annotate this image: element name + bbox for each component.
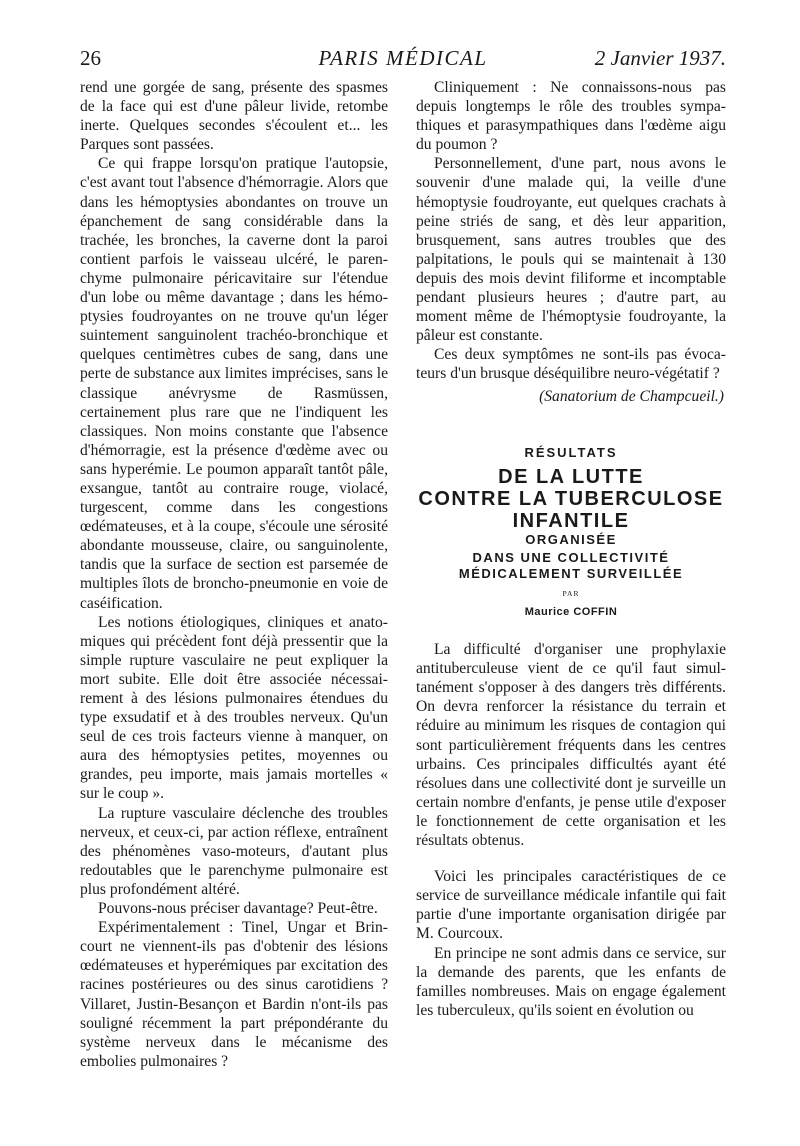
- title-line: DE LA LUTTE: [498, 465, 644, 488]
- subtitle-line: MÉDICALEMENT SURVEILLÉE: [458, 565, 684, 581]
- left-column: [80, 78, 388, 1071]
- paragraph: rend une gorgée de sang, présente des spasmes de la face qui est d'une pâleur livide, retombe inerte. Quelques secondes s'écoulent et... les Parques sont passées.: [80, 79, 388, 154]
- paragraph: Voici les principales caractéristiques de ce service de surveillance médicale infantile qui fait partie d'une importante organisation dirigée par M. Courcoux.: [416, 868, 726, 943]
- running-header: [80, 46, 726, 76]
- subtitle-line: DANS UNE COLLECTIVITÉ: [472, 549, 670, 565]
- paragraph: La rupture vasculaire déclenche des troubles nerveux, et ceux-ci, par action réflexe, entraînent des phénomènes vaso-moteurs, d'autant plus redoutables que le parenchyme pulmonaire est plus profondément altéré.: [80, 804, 388, 898]
- title-kicker: RÉSULTATS: [524, 444, 618, 460]
- issue-date: 2 Janvier 1937.: [594, 46, 726, 70]
- paragraph: Les notions étiologiques, cliniques et anatomiques qui précèdent font déjà pressentir que la simple rupture vasculaire ne peut expliquer la mort subite. Elle doit être associée nécessairement à des lésions pulmonaires étendues du type exsudatif et à des troubles nerveux. Qu'un seul de ces trois facteurs vienne à manquer, on aura des hémoptysies petites, moyennes ou grandes, peu importe, mais jamais mortelles « sur le coup ».: [80, 613, 388, 803]
- journal-title: PARIS MÉDICAL: [318, 46, 488, 70]
- right-column: [416, 78, 726, 1020]
- article-signature: (Sanatorium de Champcueil.): [539, 387, 724, 405]
- paragraph: Expérimentalement : Tinel, Ungar et Brincourt ne viennent-ils pas d'obtenir des lésions œdémateuses et hyperémiques par excitation des racines postérieures ou des sinus carotidiens ? Villaret, Justin-Besançon et Bardin n'ont-ils pas souligné récemment la part prépondérante du système nerveux dans le mécanisme des embolies pulmonaires ?: [80, 919, 388, 1070]
- page-number: 26: [80, 46, 101, 70]
- author-name: Maurice COFFIN: [524, 606, 618, 619]
- paragraph: Personnellement, d'une part, nous avons le souvenir d'une malade qui, la veille d'une hémoptysie foudroyante, eut quelques crachats à peine striés de sang, et dès leur apparition, brusquement, sans autres troubles que des palpitations, le pouls qui se maintenait à 130 depuis des mois devint filiforme et incomptable pendant plusieurs heures ; d'autre part, au moment même de l'hémoptysie foudroyante, la pâleur est constante.: [416, 155, 726, 345]
- title-line: CONTRE LA TUBERCULOSE: [418, 487, 724, 510]
- byline-par: PAR: [562, 588, 580, 598]
- article-title-block: [416, 446, 726, 619]
- paragraph: La difficulté d'organiser une prophylaxie antituberculeuse vient de ce qu'il faut simultanément s'opposer à des dangers très différents. On devra renforcer la résistance du terrain et réduire au minimum les risques de contagion qui sont particulièrement fréquents dans les centres urbains. Ces principales difficultés ayant été résolues dans une collectivité dont je surveille un certain nombre d'enfants, je pense utile d'exposer le fonctionnement de cette organisation et les résultats obtenus.: [416, 641, 726, 850]
- paragraph: Cliniquement : Ne connaissons-nous pas depuis longtemps le rôle des troubles sympathiques et parasympathiques dans l'œdème aigu du poumon ?: [416, 79, 726, 154]
- paragraph: En principe ne sont admis dans ce service, sur la demande des parents, que les enfants de familles nombreuses. Mais on engage également les tuberculeux, qu'ils soient en évolution ou: [416, 944, 726, 1019]
- subtitle-line: ORGANISÉE: [525, 531, 617, 547]
- paragraph: Pouvons-nous préciser davantage? Peut-être.: [98, 900, 378, 918]
- paragraph: Ce qui frappe lorsqu'on pratique l'autopsie, c'est avant tout l'absence d'hémorragie. Alors que dans les hémoptysies abondantes on trouve un épanchement de sang considérable dans la trachée, les bronches, la caverne dont la paroi contient parfois le vaisseau ulcéré, le parenchyme pulmonaire péricavitaire sur l'étendue d'un lobe ou même davantage ; dans les hémoptysies foudroyantes on ne trouve qu'un léger suintement sanguinolent trachéo-bronchique et quelques centimètres cubes de sang, dans une perte de substance aux limites imprécises, sans le classique anévrysme de Rasmüssen, certainement plus rare que ne l'indiquent les classiques. Non moins constante que l'absence d'hémorragie, est la présence d'œdème avec ou sans hyperémie. Le poumon apparaît tantôt pâle, exsangue, tantôt au contraire rouge, violacé, turgescent, comme dans les congestions œdémateuses, et à la coupe, s'écoule une sérosité abondante mousseuse, claire, ou sanguinolente, tandis que la surface de section est parsemée de multiples îlots de broncho-pneumonie en voie de caséification.: [80, 155, 388, 612]
- title-line: INFANTILE: [512, 509, 630, 532]
- paragraph: Ces deux symptômes ne sont-ils pas évocateurs d'un brusque déséquilibre neuro-végétatif ?: [416, 346, 726, 383]
